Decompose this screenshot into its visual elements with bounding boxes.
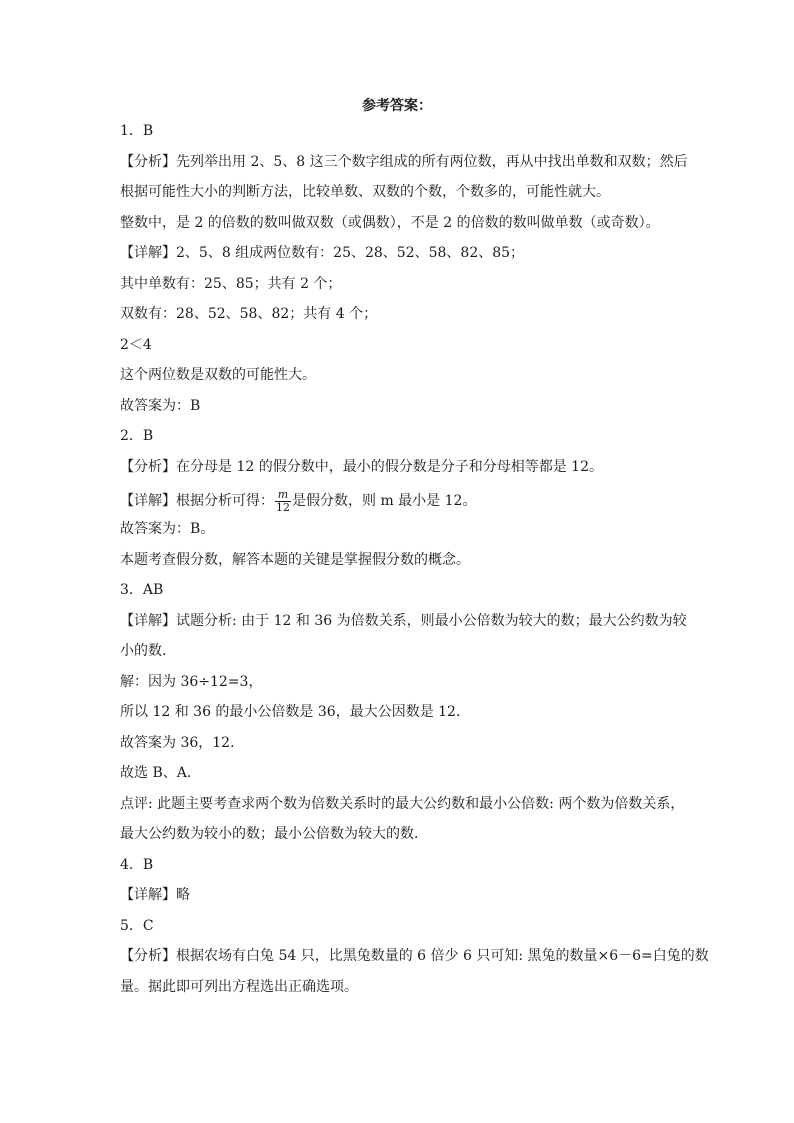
q3-detail-line-1: 【详解】试题分析: 由于 12 和 36 为倍数关系，则最小公倍数为较大的数；最大公约数为较	[120, 612, 687, 629]
q5-analysis-line-2: 量。据此即可列出方程选出正确选项。	[120, 978, 358, 995]
q2-note: 本题考查假分数，解答本题的关键是掌握假分数的概念。	[120, 551, 470, 568]
q2-analysis: 【分析】在分母是 12 的假分数中，最小的假分数是分子和分母相等都是 12。	[120, 458, 603, 475]
q3-solve: 解：因为 36÷12=3，	[120, 673, 263, 690]
q1-odd-numbers: 其中单数有：25、85；共有 2 个；	[120, 275, 342, 292]
q2-detail	[120, 487, 680, 515]
q1-definition: 整数中，是 2 的倍数的数叫做双数（或偶数），不是 2 的倍数的数叫做单数（或奇数）。	[120, 214, 660, 231]
q1-conclusion: 这个两位数是双数的可能性大。	[120, 367, 316, 383]
fraction-m-over-12	[275, 489, 291, 514]
q2-answer: 故答案为：B。	[120, 521, 215, 537]
q1-even-numbers: 双数有：28、52、58、82；共有 4 个；	[120, 306, 378, 322]
q1-answer: 故答案为：B	[120, 397, 201, 414]
fraction-denominator: 12	[276, 500, 290, 514]
q1-compare: 2＜4	[120, 336, 152, 353]
page-title: 参考答案：	[362, 98, 432, 114]
q3-result: 所以 12 和 36 的最小公倍数是 36，最大公因数是 12．	[120, 704, 470, 720]
q5-analysis-line-1: 【分析】根据农场有白兔 54 只，比黑兔数量的 6 倍少 6 只可知: 黑兔的数量×6－6=白兔的数	[120, 948, 709, 964]
answer-content	[120, 121, 709, 1007]
fraction-numerator: m	[275, 489, 291, 502]
q1-number: 1．B	[120, 123, 154, 139]
q1-detail: 【详解】2、5、8 组成两位数有：25、28、52、58、82、85；	[120, 245, 525, 261]
q2-detail-before: 【详解】根据分析可得：	[120, 493, 274, 509]
q2-detail-after: 是假分数，则 m 最小是 12。	[292, 493, 477, 509]
q3-number: 3．AB	[120, 582, 164, 598]
q5-number: 5．C	[120, 917, 154, 934]
q4-number: 4．B	[120, 856, 154, 873]
q4-detail: 【详解】略	[120, 887, 190, 903]
q1-analysis-line-2: 根据可能性大小的判断方法，比较单数、双数的个数，个数多的，可能性就大。	[120, 184, 610, 200]
q1-analysis-line-1: 【分析】先列举出用 2、5、8 这三个数字组成的所有两位数，再从中找出单数和双数；然后	[120, 153, 688, 170]
q2-number: 2．B	[120, 428, 154, 444]
q3-comment-line-2: 最大公约数为较小的数；最小公倍数为较大的数．	[120, 826, 428, 842]
q3-answer: 故答案为 36，12．	[120, 734, 245, 751]
q3-detail-line-2: 小的数.	[120, 643, 167, 659]
q3-choice: 故选 B、A．	[120, 765, 201, 781]
q3-comment-line-1: 点评: 此题主要考查求两个数为倍数关系时的最大公约数和最小公倍数: 两个数为倍数关系，	[120, 795, 685, 812]
